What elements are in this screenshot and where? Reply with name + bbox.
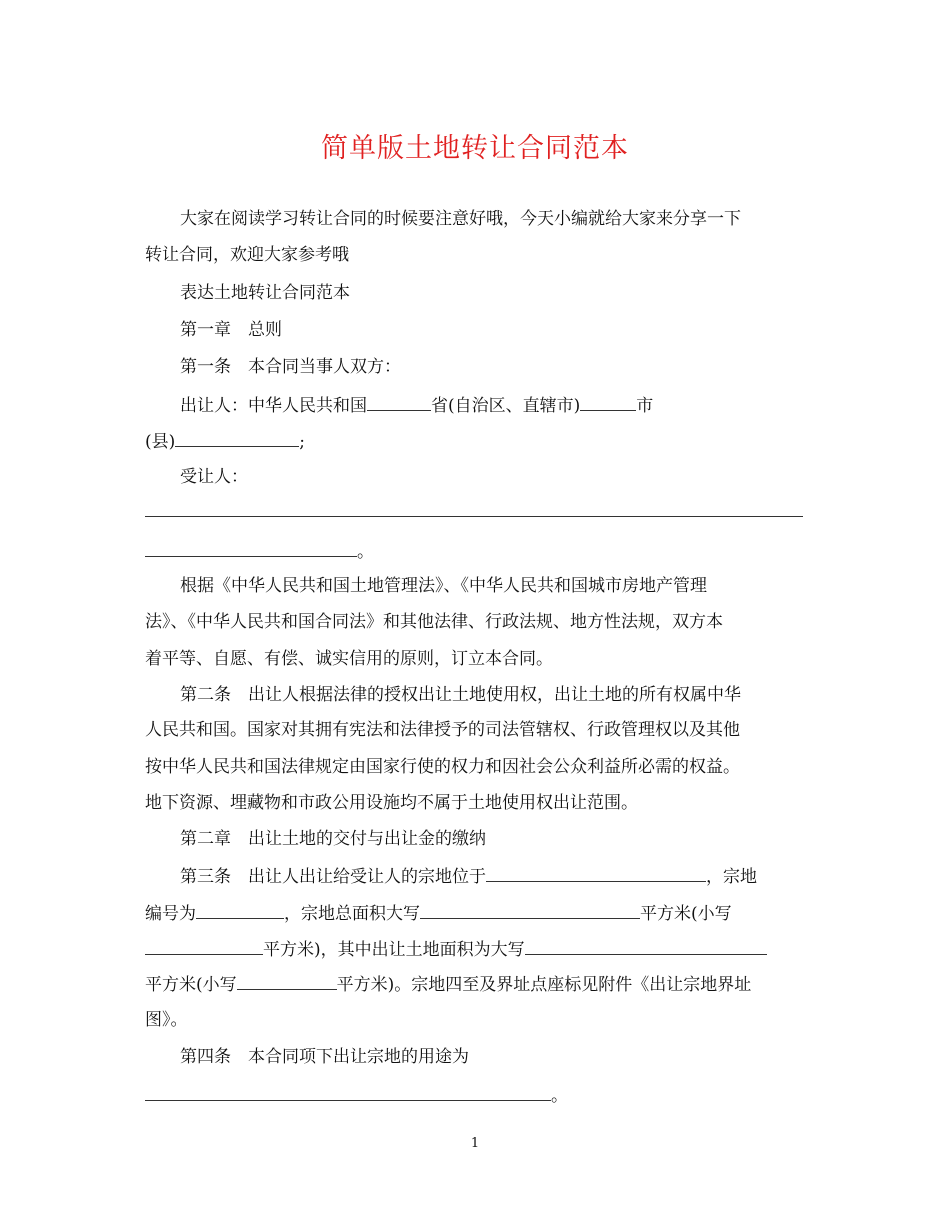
chapter-2-heading: 第二章 出让土地的交付与出让金的缴纳: [180, 829, 486, 849]
total-area-blank: [420, 900, 640, 919]
county-end: ;: [299, 432, 305, 452]
transfer-area-blank: [525, 936, 767, 955]
parcel-number-label: 编号为: [145, 904, 196, 924]
transferee-period: 。: [357, 542, 374, 562]
total-area-small-blank: [145, 936, 263, 955]
transferee-label: 受让人：: [180, 467, 248, 487]
article-3-line-5: 图》。: [145, 1010, 188, 1030]
article-4-line-2: [145, 1082, 805, 1108]
article-2-line-3: 按中华人民共和国法律规定由国家行使的权力和因社会公众利益所必需的权益。: [145, 757, 740, 777]
article-2-line-2: 人民共和国。国家对其拥有宪法和法律授予的司法管辖权、行政管理权以及其他: [145, 720, 740, 740]
land-use-blank: [145, 1082, 551, 1101]
province-blank: [367, 392, 431, 411]
article-4-line-1: 第四条 本合同项下出让宗地的用途为: [180, 1047, 469, 1067]
transferee-blank-line: [145, 516, 803, 517]
article-1-heading: 第一条 本合同当事人双方：: [180, 357, 401, 377]
county-label: (县): [145, 432, 176, 452]
transfer-area-label: 平方米)，其中出让土地面积为大写: [263, 940, 525, 960]
transferor-label: 出让人：中华人民共和国: [180, 396, 367, 416]
location-blank: [486, 863, 706, 882]
transferee-blank-short: [145, 538, 357, 557]
boundary-text: 平方米)。宗地四至及界址点座标见附件《出让宗地界址: [336, 975, 752, 995]
article-3-line-4: [145, 971, 805, 997]
article-3-parcel-label: ，宗地: [706, 867, 757, 887]
basis-line-3: 着平等、自愿、有偿、诚实信用的原则，订立本合同。: [145, 649, 553, 669]
transfer-area-unit: 平方米(小写: [145, 975, 237, 995]
article-3-line-1: [180, 863, 840, 889]
city-blank: [580, 392, 636, 411]
basis-line-2: 法》、《中华人民共和国合同法》和其他法律、行政法规、地方性法规，双方本: [145, 612, 723, 632]
transferor-county-line: [145, 428, 805, 454]
county-blank: [175, 428, 299, 447]
article-3-location-label: 第三条 出让人出让给受让人的宗地位于: [180, 867, 486, 887]
chapter-1-heading: 第一章 总则: [180, 320, 282, 340]
article-2-line-1: 第二条 出让人根据法律的授权出让土地使用权，出让土地的所有权属中华: [180, 685, 741, 705]
contract-subtitle: 表达土地转让合同范本: [180, 283, 350, 303]
intro-paragraph-line-1: 大家在阅读学习转让合同的时候要注意好哦，今天小编就给大家来分享一下: [180, 209, 741, 229]
transfer-area-small-blank: [237, 971, 337, 990]
total-area-unit: 平方米(小写: [640, 904, 732, 924]
document-title: 简单版土地转让合同范本: [321, 133, 629, 164]
article-3-line-2: [145, 900, 805, 926]
city-label: 市: [636, 396, 654, 416]
article-2-line-4: 地下资源、埋藏物和市政公用设施均不属于土地使用权出让范围。: [145, 793, 638, 813]
page-number: 1: [470, 1136, 480, 1151]
intro-paragraph-line-2: 转让合同，欢迎大家参考哦: [145, 245, 349, 265]
province-label: 省(自治区、直辖市): [431, 396, 581, 416]
parcel-number-blank: [196, 900, 284, 919]
basis-line-1: 根据《中华人民共和国土地管理法》、《中华人民共和国城市房地产管理: [180, 576, 707, 596]
transferor-line: [180, 392, 840, 418]
total-area-label: ，宗地总面积大写: [284, 904, 420, 924]
article-3-line-3: [145, 936, 805, 962]
land-use-period: 。: [551, 1086, 568, 1106]
transferee-blank-end: [145, 538, 805, 564]
